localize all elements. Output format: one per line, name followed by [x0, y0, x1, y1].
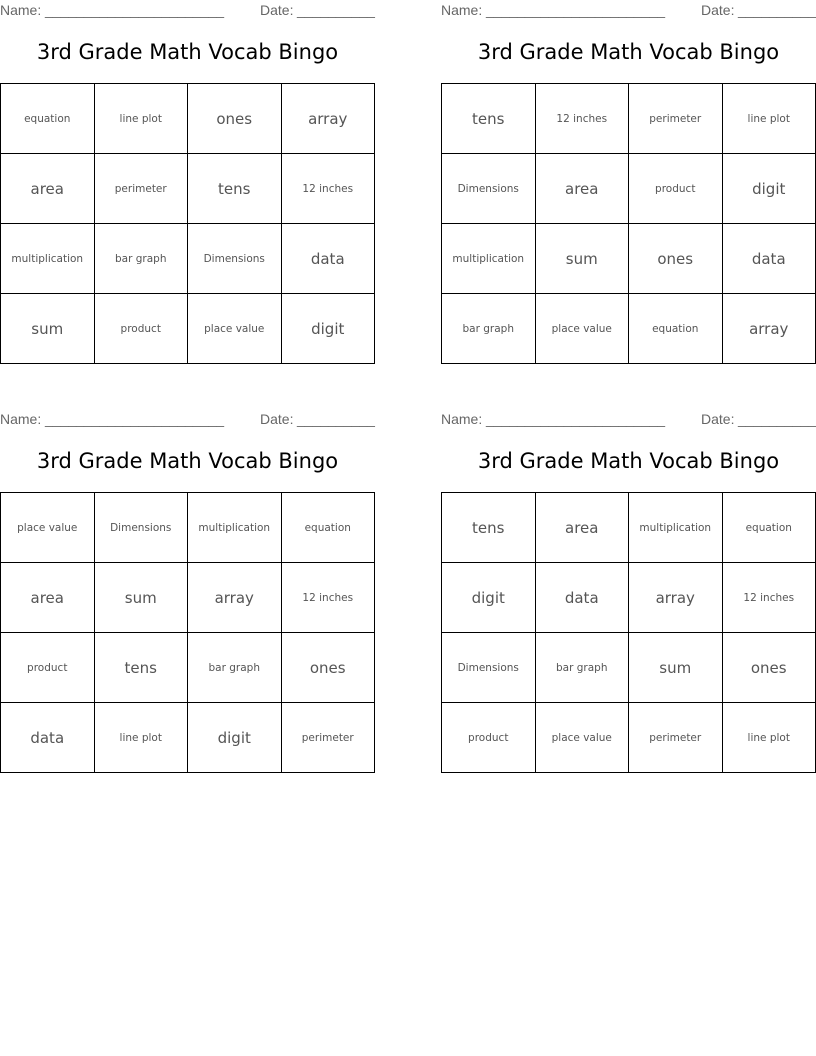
bingo-cell[interactable]: tens — [188, 154, 282, 224]
bingo-cell[interactable]: tens — [442, 493, 536, 563]
bingo-cell[interactable]: 12 inches — [535, 84, 629, 154]
bingo-cell[interactable]: place value — [188, 294, 282, 364]
date-label: Date: — [701, 411, 735, 427]
bingo-cell[interactable]: area — [1, 154, 95, 224]
bingo-cell[interactable]: equation — [1, 84, 95, 154]
grid-row — [1, 633, 375, 703]
name-date-line — [441, 411, 816, 429]
bingo-cell[interactable]: 12 inches — [281, 154, 375, 224]
bingo-cell[interactable]: product — [1, 633, 95, 703]
card-title: 3rd Grade Math Vocab Bingo — [36, 449, 339, 473]
date-label: Date: — [701, 2, 735, 18]
bingo-cell[interactable]: data — [1, 703, 95, 773]
bingo-cell[interactable]: ones — [629, 224, 723, 294]
grid-row — [442, 84, 816, 154]
bingo-cell[interactable]: Dimensions — [188, 224, 282, 294]
name-label: Name: — [0, 411, 42, 427]
bingo-cell[interactable]: ones — [722, 633, 816, 703]
name-label: Name: — [0, 2, 42, 18]
date-field[interactable]: __________ — [297, 2, 375, 18]
bingo-cell[interactable]: multiplication — [1, 224, 95, 294]
grid-row — [1, 703, 375, 773]
date-field[interactable]: __________ — [738, 2, 816, 18]
date-field[interactable]: __________ — [738, 411, 816, 427]
bingo-cell[interactable]: digit — [281, 294, 375, 364]
bingo-cell[interactable]: multiplication — [629, 493, 723, 563]
grid-row — [442, 633, 816, 703]
name-field[interactable]: _______________________ — [486, 411, 666, 427]
bingo-cell[interactable]: place value — [1, 493, 95, 563]
name-label: Name: — [441, 2, 483, 18]
bingo-cell[interactable]: sum — [94, 563, 188, 633]
bingo-grid — [0, 492, 375, 773]
bingo-grid — [0, 83, 375, 364]
bingo-cell[interactable]: data — [722, 224, 816, 294]
date-label: Date: — [260, 411, 294, 427]
bingo-cell[interactable]: array — [188, 563, 282, 633]
bingo-cell[interactable]: bar graph — [535, 633, 629, 703]
name-field[interactable]: _______________________ — [45, 411, 225, 427]
bingo-cell[interactable]: ones — [281, 633, 375, 703]
grid-row — [1, 493, 375, 563]
bingo-cell[interactable]: array — [281, 84, 375, 154]
bingo-cell[interactable]: bar graph — [188, 633, 282, 703]
grid-row — [1, 294, 375, 364]
bingo-cell[interactable]: equation — [281, 493, 375, 563]
bingo-cell[interactable]: sum — [629, 633, 723, 703]
bingo-cell[interactable]: tens — [94, 633, 188, 703]
bingo-cell[interactable]: perimeter — [94, 154, 188, 224]
bingo-cell[interactable]: multiplication — [442, 224, 536, 294]
bingo-cell[interactable]: sum — [1, 294, 95, 364]
card-title: 3rd Grade Math Vocab Bingo — [477, 449, 780, 473]
date-label: Date: — [260, 2, 294, 18]
bingo-cell[interactable]: area — [535, 493, 629, 563]
grid-row — [442, 294, 816, 364]
bingo-cell[interactable]: ones — [188, 84, 282, 154]
bingo-cell[interactable]: array — [629, 563, 723, 633]
bingo-cell[interactable]: area — [1, 563, 95, 633]
grid-row — [442, 563, 816, 633]
bingo-cell[interactable]: tens — [442, 84, 536, 154]
name-date-line — [0, 411, 375, 429]
bingo-grid — [441, 83, 816, 364]
name-field[interactable]: _______________________ — [45, 2, 225, 18]
name-date-line — [441, 2, 816, 20]
bingo-cell[interactable]: place value — [535, 294, 629, 364]
bingo-cell[interactable]: product — [629, 154, 723, 224]
grid-row — [442, 703, 816, 773]
bingo-cell[interactable]: 12 inches — [722, 563, 816, 633]
bingo-cell[interactable]: multiplication — [188, 493, 282, 563]
grid-row — [442, 493, 816, 563]
name-field[interactable]: _______________________ — [486, 2, 666, 18]
bingo-cell[interactable]: perimeter — [629, 703, 723, 773]
bingo-cell[interactable]: place value — [535, 703, 629, 773]
bingo-cell[interactable]: digit — [188, 703, 282, 773]
grid-row — [1, 154, 375, 224]
grid-row — [1, 224, 375, 294]
bingo-cell[interactable]: perimeter — [629, 84, 723, 154]
bingo-cell[interactable]: digit — [722, 154, 816, 224]
bingo-cell[interactable]: Dimensions — [94, 493, 188, 563]
bingo-cell[interactable]: 12 inches — [281, 563, 375, 633]
bingo-cell[interactable]: product — [442, 703, 536, 773]
bingo-cell[interactable]: bar graph — [442, 294, 536, 364]
bingo-cell[interactable]: perimeter — [281, 703, 375, 773]
bingo-cell[interactable]: area — [535, 154, 629, 224]
bingo-cell[interactable]: product — [94, 294, 188, 364]
bingo-cell[interactable]: data — [535, 563, 629, 633]
grid-row — [1, 563, 375, 633]
bingo-cell[interactable]: line plot — [722, 84, 816, 154]
bingo-cell[interactable]: line plot — [94, 703, 188, 773]
bingo-cell[interactable]: bar graph — [94, 224, 188, 294]
name-date-line — [0, 2, 375, 20]
grid-row — [442, 224, 816, 294]
bingo-cell[interactable]: sum — [535, 224, 629, 294]
grid-row — [442, 154, 816, 224]
bingo-grid — [441, 492, 816, 773]
name-label: Name: — [441, 411, 483, 427]
date-field[interactable]: __________ — [297, 411, 375, 427]
bingo-cell[interactable]: equation — [629, 294, 723, 364]
bingo-cell[interactable]: Dimensions — [442, 633, 536, 703]
card-title: 3rd Grade Math Vocab Bingo — [477, 40, 780, 64]
grid-row — [1, 84, 375, 154]
bingo-cell[interactable]: Dimensions — [442, 154, 536, 224]
bingo-cell[interactable]: data — [281, 224, 375, 294]
bingo-cell[interactable]: digit — [442, 563, 536, 633]
bingo-cell[interactable]: array — [722, 294, 816, 364]
bingo-cell[interactable]: equation — [722, 493, 816, 563]
bingo-cell[interactable]: line plot — [722, 703, 816, 773]
card-title: 3rd Grade Math Vocab Bingo — [36, 40, 339, 64]
bingo-cell[interactable]: line plot — [94, 84, 188, 154]
